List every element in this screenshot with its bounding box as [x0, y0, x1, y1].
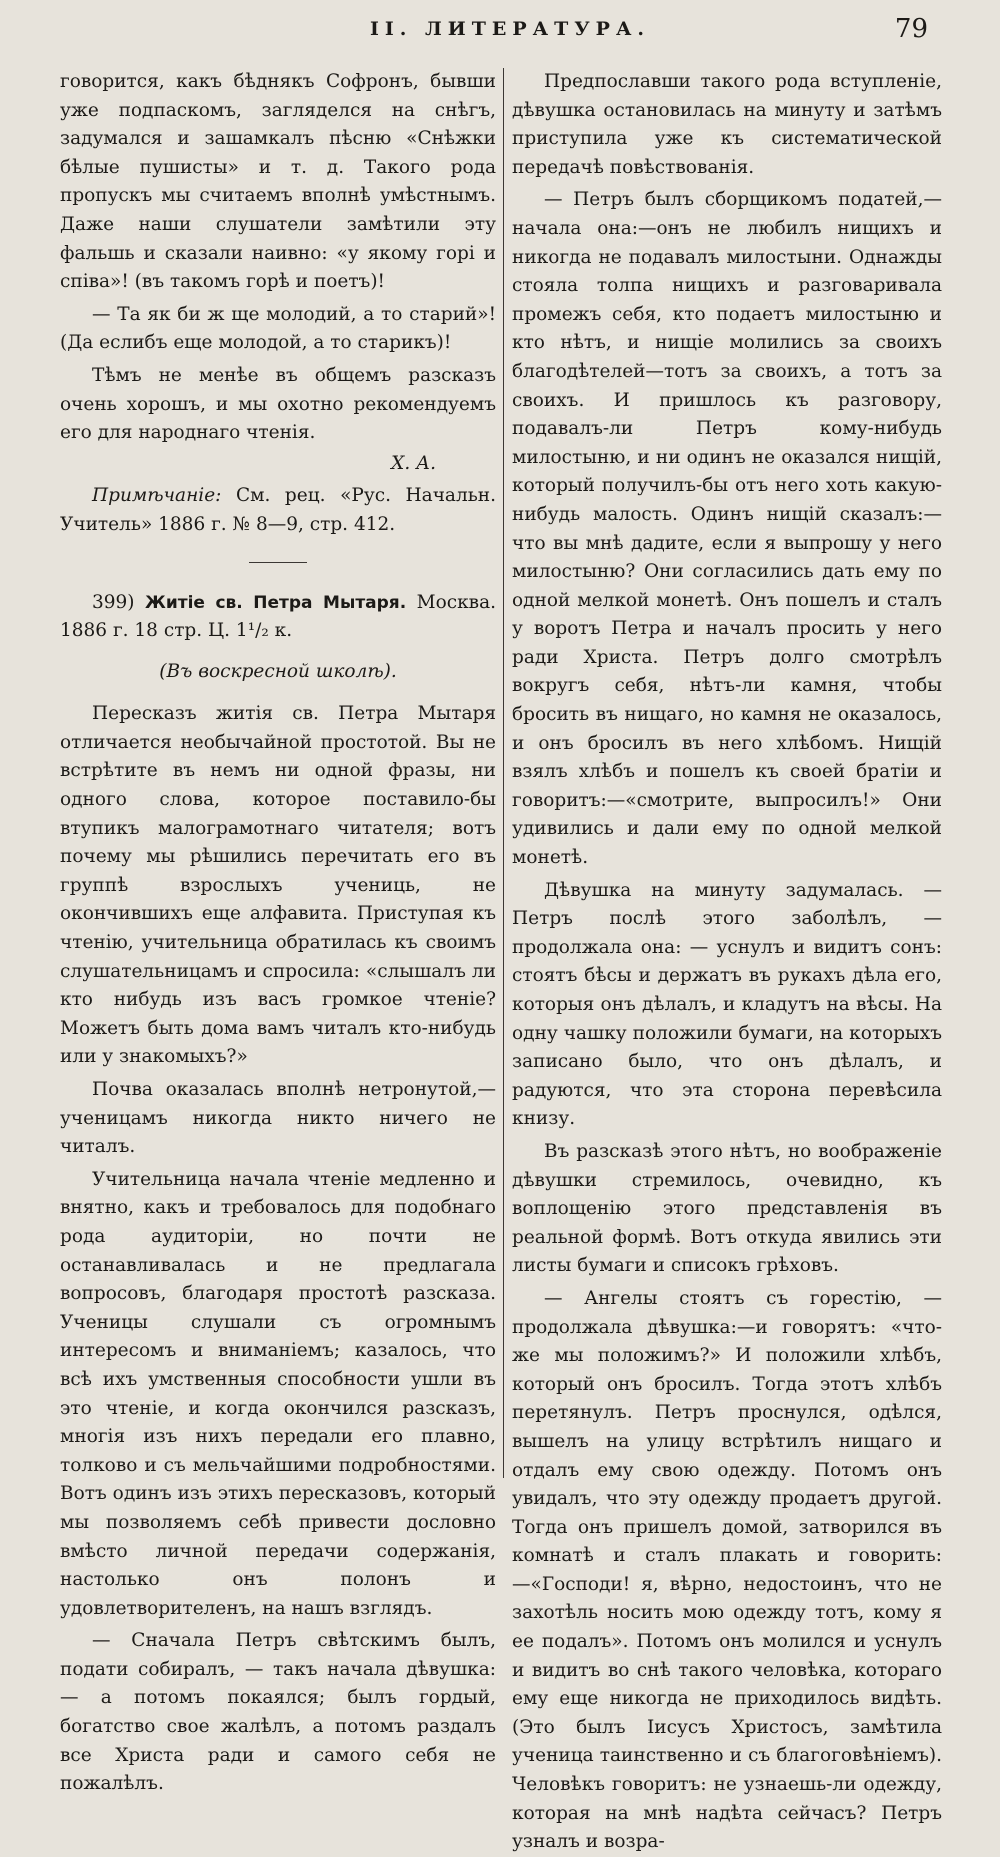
note-label: Примѣчаніе:	[92, 485, 222, 507]
paragraph: Дѣвушка на минуту задумалась. — Петръ послѣ этого заболѣлъ, — продолжала она: — уснулъ и видитъ сонъ: стоятъ бѣсы и держатъ въ рукахъ дѣла его, которыя онъ дѣлалъ, и кладутъ на вѣсы. На одну чашку положили бумаги, на которыхъ записано было, что онъ дѣлалъ, и радуются, что эта сторона перевѣсила книзу.	[512, 879, 942, 1130]
page-number: 79	[894, 14, 928, 44]
entry-subtitle: (Въ воскресной школѣ).	[159, 660, 397, 682]
note-text: См. рец. «Рус. Начальн. Учитель» 1886 г. № 8—9, стр. 412.	[60, 485, 496, 535]
column-divider	[503, 68, 504, 1478]
entry-number: 399)	[92, 591, 146, 613]
paragraph: Тѣмъ не менѣе въ общемъ разсказъ очень хорошъ, и мы охотно рекомендуемъ его для народнаго чтенія.	[60, 364, 496, 444]
entry-title: Житіе св. Петра Мытаря.	[145, 592, 407, 613]
paragraph: Почва оказалась вполнѣ нетронутой,—ученицамъ никогда никто ничего не читалъ.	[60, 1079, 496, 1158]
paragraph: Предпославши такого рода вступленіе, дѣвушка остановилась на минуту и затѣмъ приступила уже къ систематической передачѣ повѣствованія.	[512, 71, 942, 178]
paragraph: Въ разсказѣ этого нѣтъ, но воображеніе дѣвушки стремилось, очевидно, къ воплощенію этого представленія въ реальной формѣ. Вотъ откуда явились эти листы бумаги и списокъ грѣховъ.	[512, 1140, 942, 1277]
entry-details: Москва. 1886 г. 18 стр. Ц. 1¹/₂ к.	[60, 591, 496, 642]
entry-heading	[60, 589, 496, 646]
section-divider	[249, 562, 307, 563]
paragraph: — Ангелы стоятъ съ горестію, — продолжала дѣвушка:—и говорятъ: «что-же мы положимъ?» И положили хлѣбъ, который онъ бросилъ. Тогда этотъ хлѣбъ перетянулъ. Петръ проснулся, одѣлся, вышелъ на улицу встрѣтилъ нищаго и отдалъ ему свою одежду. Потомъ онъ увидалъ, что эту одежду продаетъ другой. Тогда онъ пришелъ домой, затворился въ комнатѣ и сталъ плакать и говорить:—«Господи! я, вѣрно, недостоинъ, что не захотѣль носить мою одежду тотъ, кому я ее подалъ». Потомъ онъ молился и уснулъ и видитъ во снѣ такого человѣка, котораго ему еще никогда не приходилось видѣть. (Это былъ Іисусъ Христосъ, замѣтила ученица таинственно и съ благоговѣніемъ). Человѣкъ говоритъ: не узнаешь-ли одежду, которая на мнѣ надѣта сейчасъ? Петръ узналъ и возра-	[512, 1287, 942, 1853]
paragraph: — Та як би ж ще молодий, а то старий»! (Да еслибъ еще молодой, а то старикъ)!	[60, 303, 496, 354]
note	[60, 482, 496, 539]
signature: Х. А.	[391, 452, 436, 474]
left-column	[60, 68, 496, 1799]
paragraph: — Сначала Петръ свѣтскимъ былъ, подати собиралъ, — такъ начала дѣвушка: — а потомъ покаялся; былъ гордый, богатство свое жалѣлъ, а потомъ раздалъ все Христа ради и самого себя не пожалѣлъ.	[60, 1630, 496, 1795]
paragraph: Учительница начала чтеніе медленно и внятно, какъ и требовалось для подобнаго рода аудиторіи, но почти не останавливалась и не предлагала вопросовъ, благодаря простотѣ разсказа. Ученицы слушали съ огромнымъ интересомъ и вниманіемъ; казалось, что всѣ ихъ умственныя способности ушли въ это чтеніе, и когда окончился разсказъ, многія изъ нихъ передали его плавно, толково и съ мельчайшими подробностями. Вотъ одинъ изъ этихъ пересказовъ, который мы позволяемъ себѣ привести дословно вмѣсто личной передачи содержанія, настолько онъ полонъ и удовлетворителенъ, на нашъ взглядъ.	[60, 1168, 496, 1619]
paragraph: говорится, какъ бѣднякъ Софронъ, бывши уже подпаскомъ, загляделся на снѣгъ, задумался и зашамкалъ пѣсню «Снѣжки бѣлые пушисты» и т. д. Такого рода пропускъ мы считаемъ вполнѣ умѣстнымъ. Даже наши слушатели замѣтили эту фальшь и сказали наивно: «у якому горі и співа»! (въ такомъ горѣ и поетъ)!	[60, 71, 496, 293]
paragraph: Пересказъ житія св. Петра Мытаря отличается необычайной простотой. Вы не встрѣтите въ немъ ни одной фразы, ни одного слова, которое поставило-бы втупикъ малограмотнаго читателя; вотъ почему мы рѣшились перечитать его въ группѣ взрослыхъ учениць, не окончившихъ еще алфавита. Приступая къ чтенію, учительница обратилась къ своимъ слушательницамъ и спросила: «слышалъ ли кто нибудь изъ васъ громкое чтеніе? Можетъ быть дома вамъ читалъ кто-нибудь или у знакомыхъ?»	[60, 703, 496, 1068]
paragraph: — Петръ былъ сборщикомъ податей,—начала она:—онъ не любилъ нищихъ и никогда не подавалъ милостыни. Однажды стояла толпа нищихъ и разговаривала промежъ себя, кто подаетъ милостыню и кто нѣтъ, и нищіе молились за своихъ благодѣтелей—тотъ за своихъ, а тотъ за своихъ. И пришлось къ разговору, подавалъ-ли Петръ кому-нибудь милостыню, и ни одинъ не оказался нищій, который получилъ-бы отъ него хоть какую-нибудь малость. Одинъ нищій сказалъ:—что вы мнѣ дадите, если я выпрошу у него милостыню? Они согласились дать ему по одной мелкой монетѣ. Онъ пошелъ и сталъ у воротъ Петра и началъ просить у него ради Христа. Петръ долго смотрѣлъ вокругъ себя, нѣтъ-ли камня, чтобы бросить въ нищаго, но камня не оказалось, и онъ бросилъ въ него хлѣбомъ. Нищій взялъ хлѣбъ и пошелъ къ своей братіи и говоритъ:—«смотрите, выпросилъ!» Они удивились и дали ему по одной мелкой монетѣ.	[512, 189, 942, 869]
page-header	[0, 14, 1000, 48]
running-head: II. ЛИТЕРАТУРА.	[369, 18, 651, 40]
right-column	[512, 68, 942, 1857]
